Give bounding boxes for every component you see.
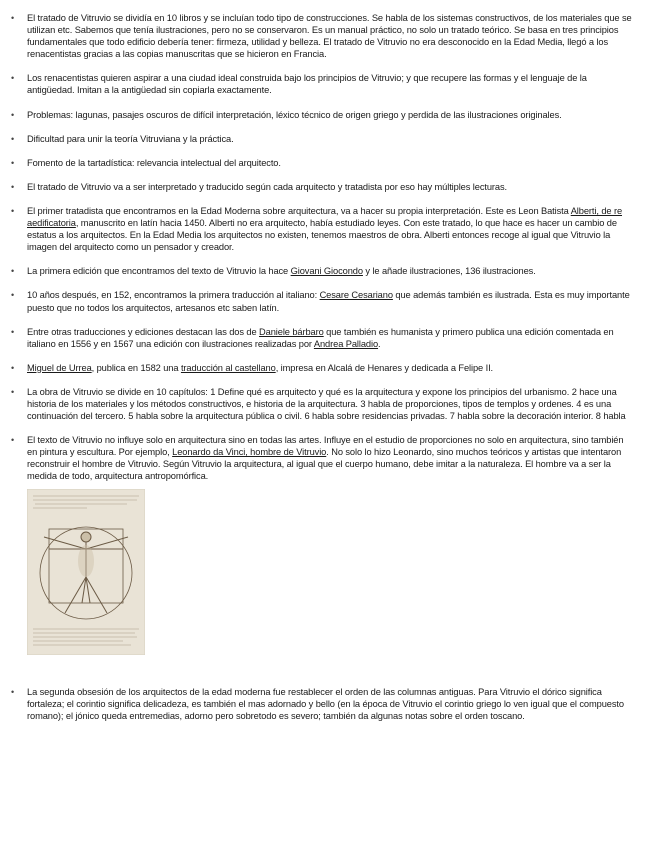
list-item [27,265,632,277]
paragraph-text: Dificultad para unir la teoría Vitruviana y la práctica. [27,133,234,144]
list-item [27,12,632,60]
list-item [27,326,632,350]
paragraph-text: La obra de Vitruvio se divide en 10 capítulos: 1 Define qué es arquitecto y qué es la arquitectura y expone los principios del urbanismo. 2 hace una historia de los materiales y los métodos constructivos, e historia de la arquitectura. 3 habla de proporciones, tipos de templos y ordenes. 4 es una continuación del tercero. 5 habla sobre la arquitectura pública o civil. 6 habla sobre residencias privadas. 7 habla sobre la decoración interior. 8 habla [27,386,626,422]
list-item [27,289,632,313]
link-alberti-de-re-aedificatoria[interactable]: Alberti, de re aedificatoria [27,205,623,229]
paragraph-text: El primer tratadista que encontramos en la Edad Moderna sobre arquitectura, va a hacer su propia interpretación. Este es Leon Batista [27,205,571,216]
list-item [27,109,632,121]
list-item [27,181,632,193]
link-giovani-giocondo[interactable]: Giovani Giocondo [290,266,363,277]
link-leonardo-hombre-de-vitruvio[interactable]: Leonardo da Vinci, hombre de Vitruvio [172,447,327,458]
link-cesare-cesariano[interactable]: Cesare Cesariano [319,290,393,301]
paragraph-text: El texto de Vitruvio no influye solo en arquitectura sino en todas las artes. Influye en el estudio de proporciones no solo en arquitectura, sino también en pintura y escultura. Por ejemplo, [27,435,624,458]
link-andrea-palladio[interactable]: Andrea Palladio [313,338,379,349]
link-traduccion-al-castellano[interactable]: traducción al castellano [180,362,276,373]
paragraph-text: y le añade ilustraciones, 136 ilustraciones. [362,266,536,277]
paragraph-text: , publica en 1582 una [91,362,181,373]
list-item [27,362,632,374]
list-item [27,72,632,96]
list-item [27,386,632,422]
figure-container [0,489,632,674]
paragraph-text: . [378,338,381,349]
list-item [27,205,632,253]
list-item [27,434,632,482]
paragraph-text: , impresa en Alcalá de Henares y dedicada a Felipe II. [275,362,494,373]
vitruvian-man-drawing-icon [27,489,145,655]
paragraph-text: La primera edición que encontramos del texto de Vitruvio la hace [27,266,291,277]
paragraph-text: . No solo lo hizo Leonardo, sino muchos teóricos y artistas que intentaron reconstruir el hombre de Vitruvio. Según Vitruvio la arquitectura, al igual que el cuerpo humano, debe imitar a la naturaleza. El hombre va a ser la medida de todo, arquitectura antropomórfica. [27,447,622,482]
paragraph-text: que además también es ilustrada. Esta es muy importante puesto que no todos los arquitectos, artesanos etc saben latín. [27,290,630,313]
vitruvian-man-figure [27,489,145,674]
paragraph-text: Problemas: lagunas, pasajes oscuros de difícil interpretación, léxico técnico de origen griego y perdida de las ilustraciones originales. [27,109,562,120]
link-daniele-barbaro[interactable]: Daniele bárbaro [259,326,324,337]
paragraph-text: El tratado de Vitruvio va a ser interpretado y traducido según cada arquitecto y tratadista por eso hay múltiples lecturas. [27,181,508,192]
paragraph-text: Fomento de la tartadística: relevancia intelectual del arquitecto. [27,157,281,168]
list-item [27,157,632,169]
paragraph-text: que también es humanista y primero publica una edición comentada en italiano en 1556 y en 1567 una edición con ilustraciones realizadas por [27,326,614,349]
paragraph-text: El tratado de Vitruvio se dividía en 10 libros y se incluían todo tipo de construcciones. Se habla de los sistemas constructivos, de los materiales que se utilizan etc. Sabemos que tenía ilustraciones, pero no se conservaron. Es un manual práctico, no solo un tratado teórico. Se basa en tres principios fundamentales que todo edificio debería tener: firmeza, utilidad y belleza. El tratado de Vitruvio no era desconocido en la Edad Media, llegó a los renacentistas gracias a las copias manuscritas que se hicieron en Francia. [27,13,632,60]
paragraph-text: , manuscrito en latín hacia 1450. Alberti no era arquitecto, había estudiado leyes. Con este tratado, lo que hace es hacer un cambio de estatus a los arquitectos. En la Edad Media los arquitectos no existen, tenemos maestros de obra. Alberti entonces recoge al igual que Vitruvio la imagen del arquitecto como un pensador y creador. [27,218,617,253]
paragraph-text: Entre otras traducciones y ediciones destacan las dos de [27,326,260,337]
paragraph-text: Los renacentistas quieren aspirar a una ciudad ideal construida bajo los principios de Vitruvio; y que recupere las formas y el lenguaje de la antigüedad. Imitan a la antigüedad sin copiarla exactamente. [27,73,587,96]
paragraph-text: La segunda obsesión de los arquitectos de la edad moderna fue restablecer el orden de las columnas antiguas. Para Vitruvio el dórico significa fortaleza; el corintio significa delicadeza, es también el mas adornado y bello (en la época de Vitruvio el corintio griego lo ven igual que el compuesto romano); el jónico queda entremedias, adorno pero sobretodo es severo; también da algunas notas sobre el orden toscano. [27,686,624,721]
list-item [27,686,632,722]
list-item [27,133,632,145]
paragraph-text: 10 años después, en 152, encontramos la primera traducción al italiano: [27,290,320,301]
link-miguel-de-urrea[interactable]: Miguel de Urrea [27,362,92,373]
